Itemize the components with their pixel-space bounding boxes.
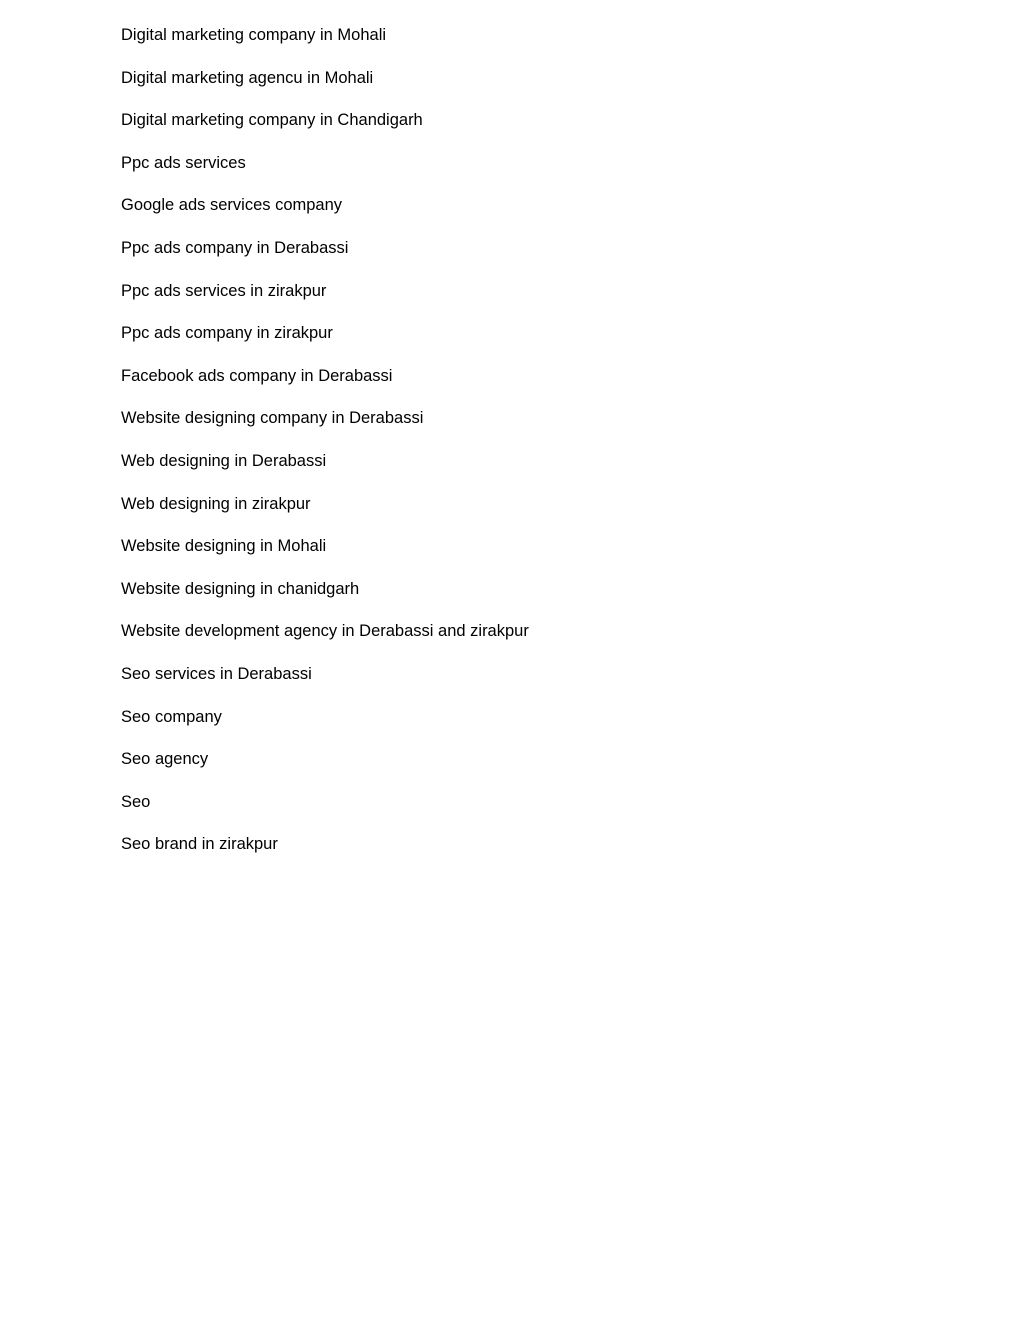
keyword-line: Seo services in Derabassi xyxy=(121,664,312,683)
keyword-line: Ppc ads services xyxy=(121,153,246,172)
keyword-line: Seo agency xyxy=(121,750,209,769)
keyword-line: Digital marketing company in Mohali xyxy=(121,26,387,44)
keyword-line: Website designing in chanidgarh xyxy=(121,579,360,598)
keyword-line: Web designing in zirakpur xyxy=(121,494,311,513)
keyword-line: Ppc ads services in zirakpur xyxy=(121,281,327,300)
keyword-line: Website development agency in Derabassi and zirakpur xyxy=(121,622,529,641)
keyword-line: Seo company xyxy=(121,707,222,726)
keyword-line: Seo brand in zirakpur xyxy=(121,835,278,854)
keyword-line: Seo xyxy=(121,792,151,811)
keyword-list xyxy=(121,24,529,876)
keyword-line: Ppc ads company in zirakpur xyxy=(121,324,333,343)
keyword-line: Google ads services company xyxy=(121,196,343,215)
keyword-line: Digital marketing company in Chandigarh xyxy=(121,111,423,130)
keyword-line: Web designing in Derabassi xyxy=(121,451,327,470)
keyword-line: Facebook ads company in Derabassi xyxy=(121,366,393,385)
keyword-line: Website designing company in Derabassi xyxy=(121,409,424,428)
keyword-line: Digital marketing agencu in Mohali xyxy=(121,68,374,87)
keyword-line: Website designing in Mohali xyxy=(121,537,327,556)
keyword-line: Ppc ads company in Derabassi xyxy=(121,238,349,257)
